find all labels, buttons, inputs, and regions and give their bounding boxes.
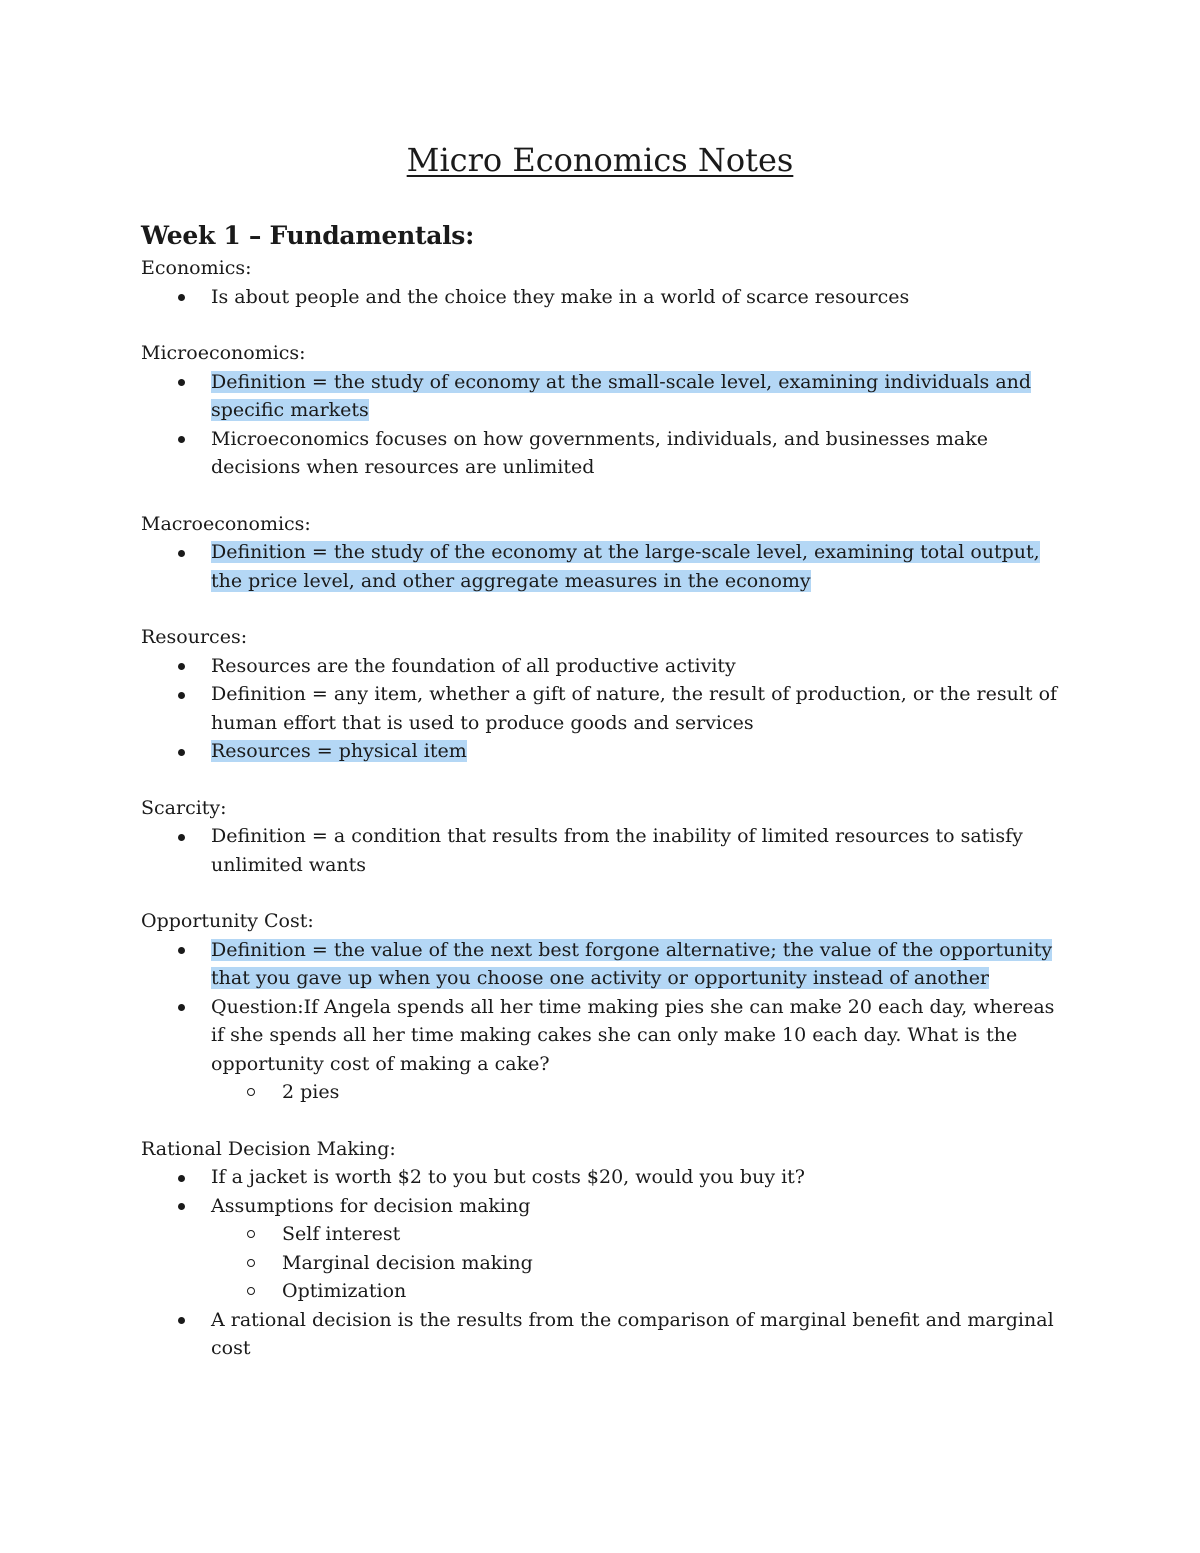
list-item [141, 822, 1071, 879]
highlighted-list-item [141, 737, 1071, 766]
sub-bullet-list [211, 1078, 1071, 1107]
section-label: Scarcity: [141, 796, 227, 819]
list-item [141, 1306, 1071, 1363]
section-label: Opportunity Cost: [141, 910, 314, 932]
section-label: Economics: [141, 257, 252, 279]
list-item-text: Definition = a condition that results from the inability of limited resources to satisfy unlimited wants [211, 825, 1023, 876]
bullet-list [141, 538, 1071, 595]
sub-bullet-list [211, 1220, 1071, 1306]
list-item-text: Resources are the foundation of all productive activity [211, 654, 736, 677]
list-item [141, 1163, 1071, 1192]
section-label: Microeconomics: [141, 342, 306, 364]
list-item-text: A rational decision is the results from the comparison of marginal benefit and marginal cost [211, 1308, 1054, 1359]
notes-section [141, 907, 1071, 1107]
list-item-text: Definition = the value of the next best forgone alternative; the value of the opportunity that you gave up when you choose one activity or opportunity instead of another [211, 938, 1053, 989]
bullet-list [141, 652, 1071, 766]
document-title: Micro Economics Notes [406, 141, 794, 179]
list-item-text: If a jacket is worth $2 to you but costs $20, would you buy it? [211, 1166, 805, 1188]
week-heading: Week 1 – Fundamentals: [141, 221, 474, 250]
list-item [141, 283, 1071, 312]
list-item-text: Microeconomics focuses on how governments, individuals, and businesses make decisions when resources are unlimited [211, 427, 989, 478]
notes-section [141, 339, 1071, 482]
highlighted-list-item [141, 538, 1071, 595]
notes-section [141, 254, 1071, 311]
list-item-text: Definition = any item, whether a gift of nature, the result of production, or the result of human effort that is used to produce goods and services [211, 683, 1058, 734]
bullet-list [141, 368, 1071, 482]
list-item [141, 652, 1071, 681]
document-body [141, 218, 1071, 1391]
sub-list-item: Optimization [211, 1277, 1071, 1306]
list-item-text: Resources = physical item [211, 740, 467, 762]
list-item [141, 680, 1071, 737]
notes-section [141, 510, 1071, 596]
list-item-text: Assumptions for decision making [211, 1194, 531, 1217]
list-item-text: Definition = the study of the economy at the large-scale level, examining total output, the price level, and other aggregate measures in the economy [211, 541, 1040, 592]
notes-section [141, 623, 1071, 766]
highlighted-list-item [141, 936, 1071, 993]
bullet-list [141, 283, 1071, 312]
bullet-list [141, 936, 1071, 1107]
section-label: Resources: [141, 626, 248, 648]
list-item-text: Definition = the study of economy at the small-scale level, examining individuals and specific markets [211, 370, 1032, 421]
section-label: Rational Decision Making: [141, 1137, 396, 1160]
section-label: Macroeconomics: [141, 512, 311, 535]
highlighted-list-item [141, 368, 1071, 425]
bullet-list [141, 822, 1071, 879]
sub-list-item: Self interest [211, 1220, 1071, 1249]
sections-container [141, 254, 1071, 1363]
list-item-text: Is about people and the choice they make in a world of scarce resources [211, 285, 910, 308]
notes-section [141, 1135, 1071, 1363]
list-item-text: Question:If Angela spends all her time making pies she can make 20 each day, whereas if she spends all her time making cakes she can only make 10 each day. What is the opportunity cost of making a cake? [211, 995, 1055, 1075]
sub-list-item: Marginal decision making [211, 1249, 1071, 1278]
list-item [141, 1192, 1071, 1306]
notes-section [141, 794, 1071, 880]
list-item [141, 993, 1071, 1107]
sub-list-item: 2 pies [211, 1078, 1071, 1107]
list-item [141, 425, 1071, 482]
bullet-list [141, 1163, 1071, 1363]
